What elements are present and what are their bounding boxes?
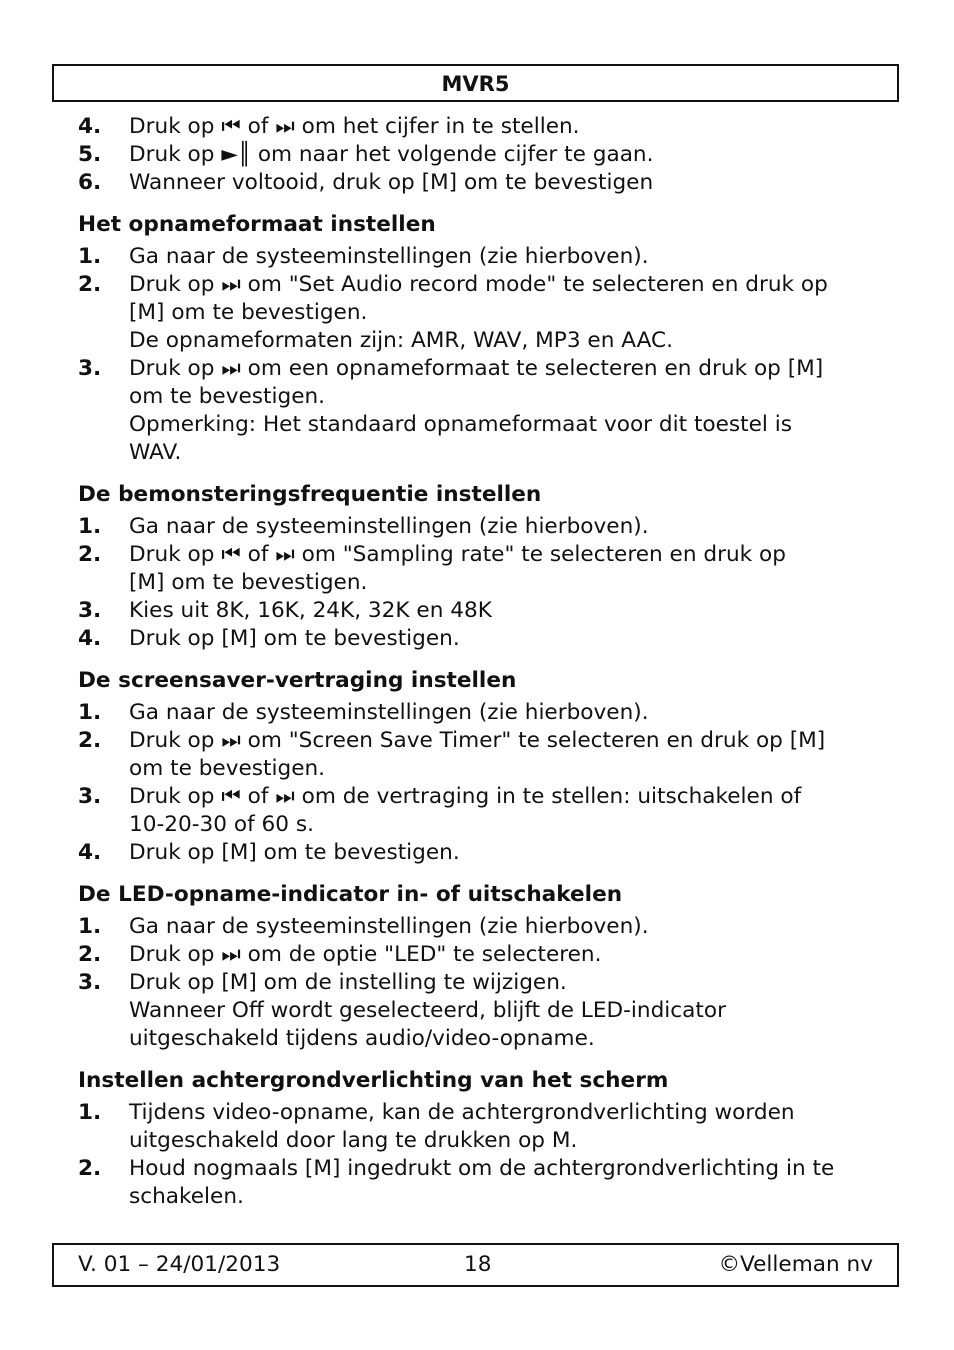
list-item <box>78 913 878 941</box>
step-text: De opnameformaten zijn: AMR, WAV, MP3 en AAC. <box>129 328 673 353</box>
list-item <box>78 169 878 197</box>
list-item <box>78 243 878 271</box>
step-text: Druk op [M] om te bevestigen. <box>129 626 460 651</box>
page-number: 18 <box>464 1252 492 1277</box>
step-text: Wanneer Off wordt geselecteerd, blijft de LED-indicator <box>129 998 726 1023</box>
step-text: Druk op [M] om te bevestigen. <box>129 840 460 865</box>
list-item <box>78 969 878 997</box>
footer-copyright: ©Velleman nv <box>718 1252 873 1277</box>
step-text: WAV. <box>129 440 182 465</box>
step-text: Wanneer voltooid, druk op [M] om te bevestigen <box>129 170 654 195</box>
intro-steps <box>78 113 878 197</box>
step-text: Druk op ⏭ om "Screen Save Timer" te selecteren en druk op [M] <box>129 728 826 753</box>
step-number: 2. <box>78 272 102 297</box>
step-text: Druk op ⏮ of ⏭ om het cijfer in te stellen. <box>129 114 580 139</box>
step-text: Druk op ⏮ of ⏭ om de vertraging in te stellen: uitschakelen of <box>129 784 802 809</box>
list-item <box>78 113 878 141</box>
step-number: 1. <box>78 700 102 725</box>
step-text: om te bevestigen. <box>129 756 326 781</box>
step-text: Druk op [M] om de instelling te wijzigen. <box>129 970 567 995</box>
step-number: 2. <box>78 542 102 567</box>
step-text: uitgeschakeld door lang te drukken op M. <box>129 1128 578 1153</box>
step-text: Druk op ⏮ of ⏭ om "Sampling rate" te selecteren en druk op <box>129 542 786 567</box>
step-text: Houd nogmaals [M] ingedrukt om de achtergrondverlichting in te <box>129 1156 835 1181</box>
section-recording-format <box>78 211 878 467</box>
list-item <box>78 1099 878 1127</box>
step-text: Druk op ►║ om naar het volgende cijfer te gaan. <box>129 142 654 167</box>
section-sampling-rate <box>78 481 878 653</box>
step-number: 1. <box>78 1100 102 1125</box>
step-text: Opmerking: Het standaard opnameformaat voor dit toestel is <box>129 412 793 437</box>
list-item <box>78 141 878 169</box>
step-number: 1. <box>78 244 102 269</box>
page-header <box>52 64 899 102</box>
list-item <box>78 271 878 299</box>
list-item <box>78 597 878 625</box>
section-heading: Instellen achtergrondverlichting van het scherm <box>78 1068 669 1093</box>
list-item <box>78 513 878 541</box>
step-text: uitgeschakeld tijdens audio/video-opname. <box>129 1026 595 1051</box>
section-heading: De screensaver-vertraging instellen <box>78 668 517 693</box>
list-item <box>78 355 878 383</box>
footer-version: V. 01 – 24/01/2013 <box>78 1252 281 1277</box>
step-number: 2. <box>78 942 102 967</box>
page-content <box>78 113 878 1211</box>
step-text: Ga naar de systeeminstellingen (zie hierboven). <box>129 914 649 939</box>
step-text: Ga naar de systeeminstellingen (zie hierboven). <box>129 244 649 269</box>
step-number: 3. <box>78 598 102 623</box>
step-text: Ga naar de systeeminstellingen (zie hierboven). <box>129 514 649 539</box>
list-item <box>78 699 878 727</box>
page-footer <box>52 1243 899 1287</box>
step-number: 4. <box>78 840 102 865</box>
section-led-indicator <box>78 881 878 1053</box>
step-number: 1. <box>78 514 102 539</box>
section-heading: De LED-opname-indicator in- of uitschakelen <box>78 882 623 907</box>
step-text: Druk op ⏭ om de optie "LED" te selecteren. <box>129 942 602 967</box>
step-number: 3. <box>78 970 102 995</box>
section-heading: De bemonsteringsfrequentie instellen <box>78 482 542 507</box>
step-text: schakelen. <box>129 1184 244 1209</box>
step-number: 4. <box>78 114 102 139</box>
step-number: 1. <box>78 914 102 939</box>
list-item <box>78 783 878 811</box>
step-number: 4. <box>78 626 102 651</box>
step-number: 3. <box>78 356 102 381</box>
list-item <box>78 941 878 969</box>
step-text: Druk op ⏭ om "Set Audio record mode" te selecteren en druk op <box>129 272 828 297</box>
step-number: 5. <box>78 142 102 167</box>
step-text: Ga naar de systeeminstellingen (zie hierboven). <box>129 700 649 725</box>
list-item <box>78 839 878 867</box>
step-text: [M] om te bevestigen. <box>129 570 368 595</box>
step-number: 2. <box>78 1156 102 1181</box>
section-heading: Het opnameformaat instellen <box>78 212 436 237</box>
step-number: 3. <box>78 784 102 809</box>
step-text: Druk op ⏭ om een opnameformaat te selecteren en druk op [M] <box>129 356 824 381</box>
list-item <box>78 625 878 653</box>
step-text: om te bevestigen. <box>129 384 326 409</box>
section-backlight <box>78 1067 878 1211</box>
list-item <box>78 1155 878 1183</box>
step-number: 2. <box>78 728 102 753</box>
step-text: Kies uit 8K, 16K, 24K, 32K en 48K <box>129 598 492 623</box>
step-number: 6. <box>78 170 102 195</box>
list-item <box>78 541 878 569</box>
step-text: [M] om te bevestigen. <box>129 300 368 325</box>
list-item <box>78 727 878 755</box>
document-title: MVR5 <box>441 72 510 96</box>
step-text: 10-20-30 of 60 s. <box>129 812 315 837</box>
step-text: Tijdens video-opname, kan de achtergrondverlichting worden <box>129 1100 795 1125</box>
section-screensaver <box>78 667 878 867</box>
